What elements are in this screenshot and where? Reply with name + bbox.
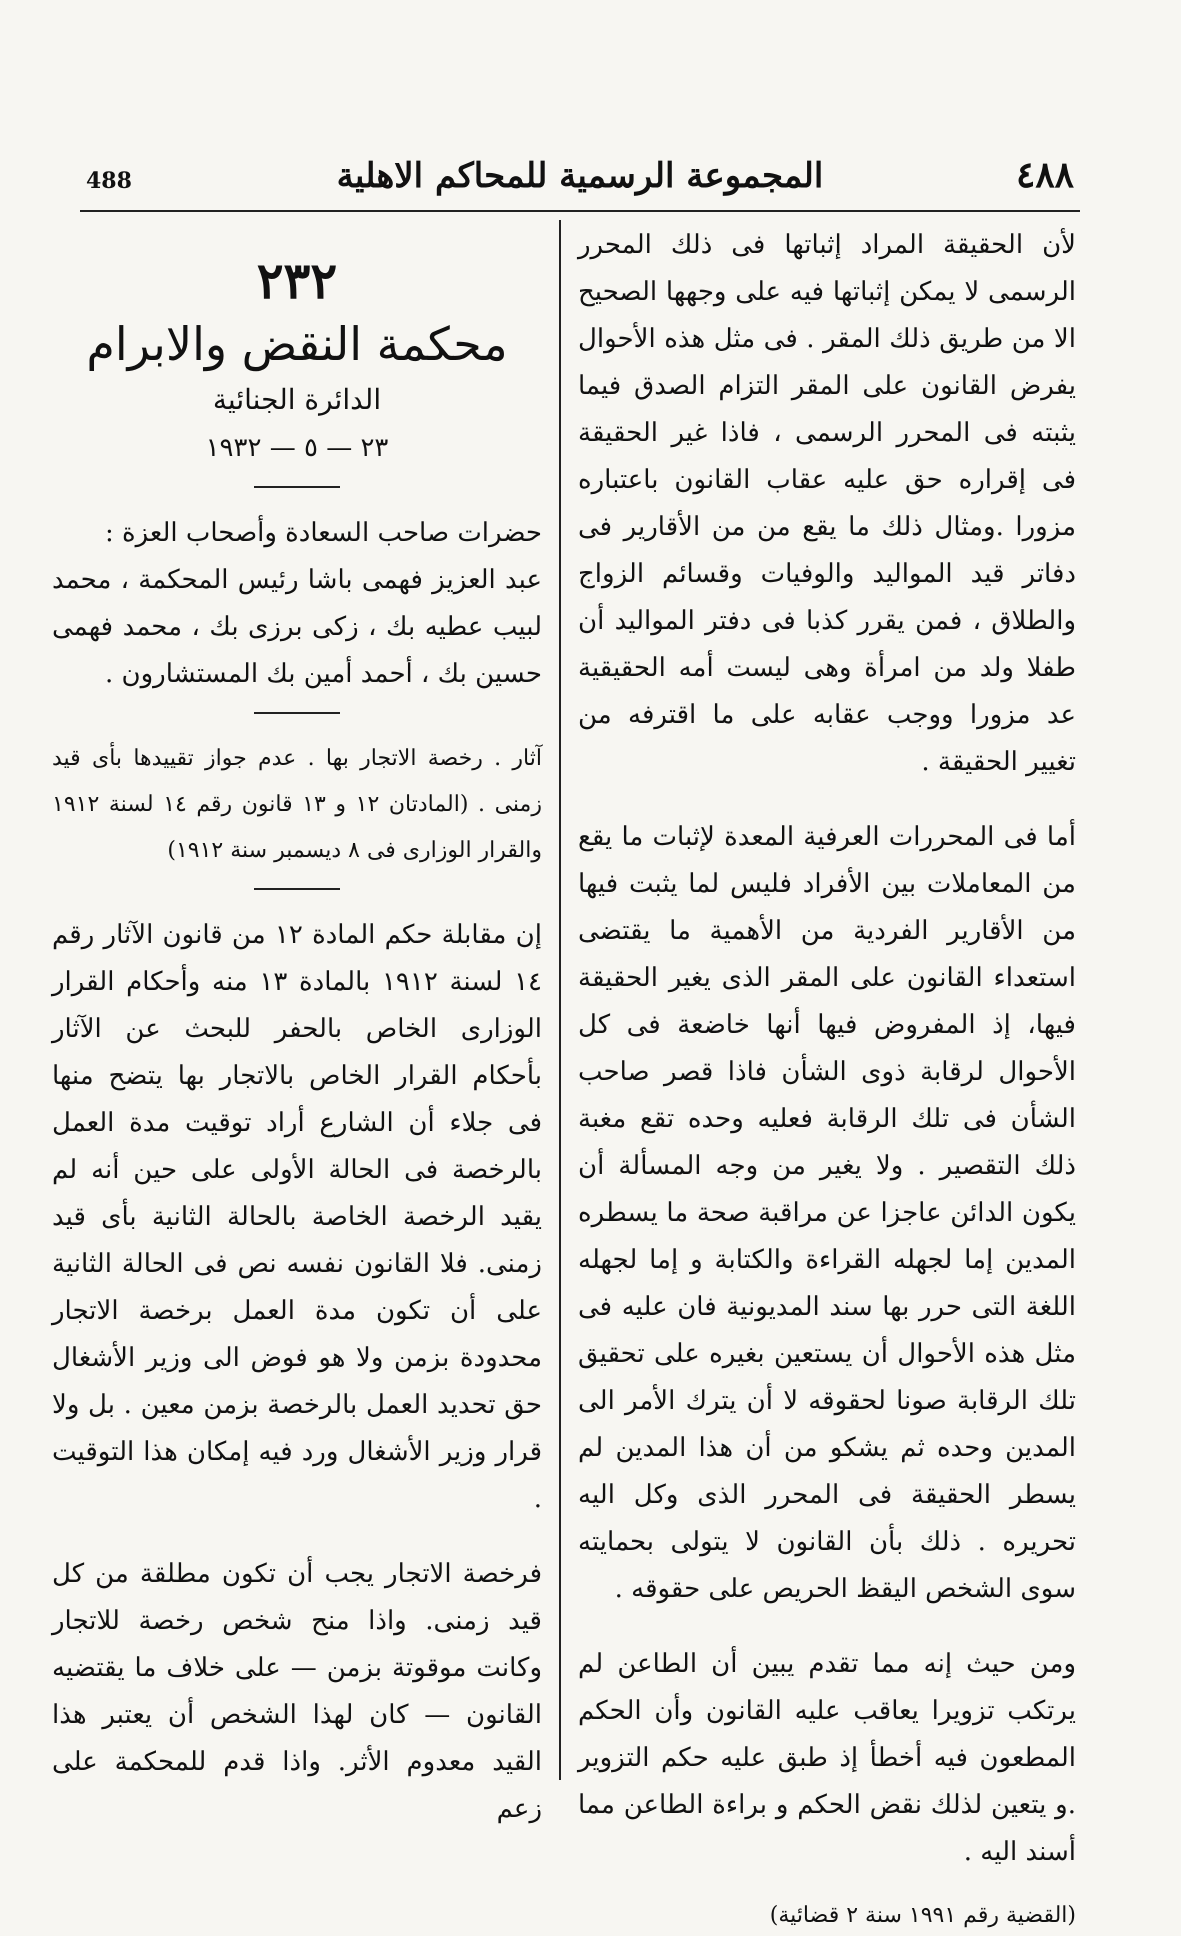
page-number-latin: 488 bbox=[86, 168, 132, 194]
column-divider bbox=[559, 220, 561, 1780]
bench-intro: حضرات صاحب السعادة وأصحاب العزة : bbox=[104, 518, 542, 548]
paragraph: فرخصة الاتجار يجب أن تكون مطلقة من كل قيد زمنى. واذا منح شخص رخصة للاتجار وكانت موقوتة بزمن — على خلاف ما يقتضيه القانون — كان لهذا الشخص أن يعتبر هذا القيد معدوم الأثر. واذا قدم للمحكمة على زعم bbox=[52, 1559, 542, 1824]
paragraph: إن مقابلة حكم المادة ١٢ من قانون الآثار رقم ١٤ لسنة ١٩١٢ بالمادة ١٣ منه وأحكام القرار الوزارى الخاص بالحفر للبحث عن الآثار بأحكام القرار الخاص بالاتجار بها يتضح منها فى جلاء أن الشارع أراد توقيت مدة العمل بالرخصة فى الحالة الأولى على حين أنه لم يقيد الرخصة الخاصة بالحالة الثانية بأى قيد زمنى. فلا القانون نفسه نص فى الحالة الثانية على أن تكون مدة العمل برخصة الاتجار محدودة بزمن ولا هو فوض الى وزير الأشغال حق تحديد العمل بالرخصة بزمن معين . بل ولا قرار وزير الأشغال ورد فيه إمكان هذا التوقيت . bbox=[52, 920, 542, 1514]
section-rule bbox=[254, 712, 340, 714]
section-rule bbox=[254, 486, 340, 488]
case-citation: (القضية رقم ١٩٩١ سنة ٢ قضائية) bbox=[769, 1903, 1076, 1928]
case-number: ٢٣٢ bbox=[256, 251, 338, 310]
case-summary: آثار . رخصة الاتجار بها . عدم جواز تقييدها بأى قيد زمنى . (المادتان ١٢ و ١٣ قانون رقم ١٤ لسنة ١٩١٢ والقرار الوزارى فى ٨ ديسمبر سنة ١٩١٢) bbox=[52, 746, 542, 863]
paragraph: أما فى المحررات العرفية المعدة لإثبات ما يقع من المعاملات بين الأفراد فليس لما يثبت فيها من الأقارير الفردية من الأهمية ما يقتضى استعداء القانون على المقر الذى يغير الحقيقة فيها، إذ المفروض فيها أنها خاضعة فى كل الأحوال لرقابة ذوى الشأن فاذا قصر صاحب الشأن فى تلك الرقابة فعليه وحده تقع مغبة ذلك التقصير . ولا يغير من وجه المسألة أن يكون الدائن عاجزا عن مراقبة صحة ما يسطره المدين إما لجهله القراءة والكتابة و إما لجهله اللغة التى حرر بها سند المديونية فان عليه فى مثل هذه الأحوال أن يستعين بغيره على تحقيق تلك الرقابة صونا لحقوقه لا أن يترك الأمر الى المدين وحده ثم يشكو من أن هذا المدين لم يسطر الحقيقة فى المحرر الذى وكل اليه تحريره . ذلك بأن القانون لا يتولى بحمايته سوى الشخص اليقظ الحريص على حقوقه . bbox=[578, 822, 1076, 1604]
left-column bbox=[52, 250, 542, 1833]
section-rule bbox=[254, 888, 340, 890]
right-column bbox=[578, 222, 1076, 1936]
judgment-date: ٢٣ — ٥ — ١٩٣٢ bbox=[205, 433, 389, 463]
page-number-arabic: ٤٨٨ bbox=[1015, 154, 1074, 196]
paragraph: لأن الحقيقة المراد إثباتها فى ذلك المحرر الرسمى لا يمكن إثباتها فيه على وجهها الصحيح الا من طريق ذلك المقر . فى مثل هذه الأحوال يفرض القانون على المقر التزام الصدق فيما يثبته فى المحرر الرسمى ، فاذا غير الحقيقة فى إقراره حق عليه عقاب القانون باعتباره مزورا .ومثال ذلك ما يقع من من الأقارير فى دفاتر قيد المواليد والوفيات وقسائم الزواج والطلاق ، فمن يقرر كذبا فى دفتر المواليد أن طفلا ولد من امرأة وهى ليست أمه الحقيقية عد مزورا ووجب عقابه على ما اقترفه من تغيير الحقيقة . bbox=[578, 230, 1076, 777]
journal-title: المجموعة الرسمية للمحاكم الاهلية bbox=[336, 156, 824, 196]
page-header bbox=[80, 150, 1080, 212]
paragraph: ومن حيث إنه مما تقدم يبين أن الطاعن لم يرتكب تزويرا يعاقب عليه القانون وأن الحكم المطعون فيه أخطأ إذ طبق عليه حكم التزوير .و يتعين لذلك نقض الحكم و براءة الطاعن مما أسند اليه . bbox=[578, 1649, 1076, 1867]
bench-names: عبد العزيز فهمى باشا رئيس المحكمة ، محمد لبيب عطيه بك ، زكى برزى بك ، محمد فهمى حسين بك ، أحمد أمين بك المستشارون . bbox=[52, 565, 542, 689]
court-circuit: الدائرة الجنائية bbox=[212, 383, 382, 416]
court-name: محكمة النقض والابرام bbox=[86, 317, 508, 371]
